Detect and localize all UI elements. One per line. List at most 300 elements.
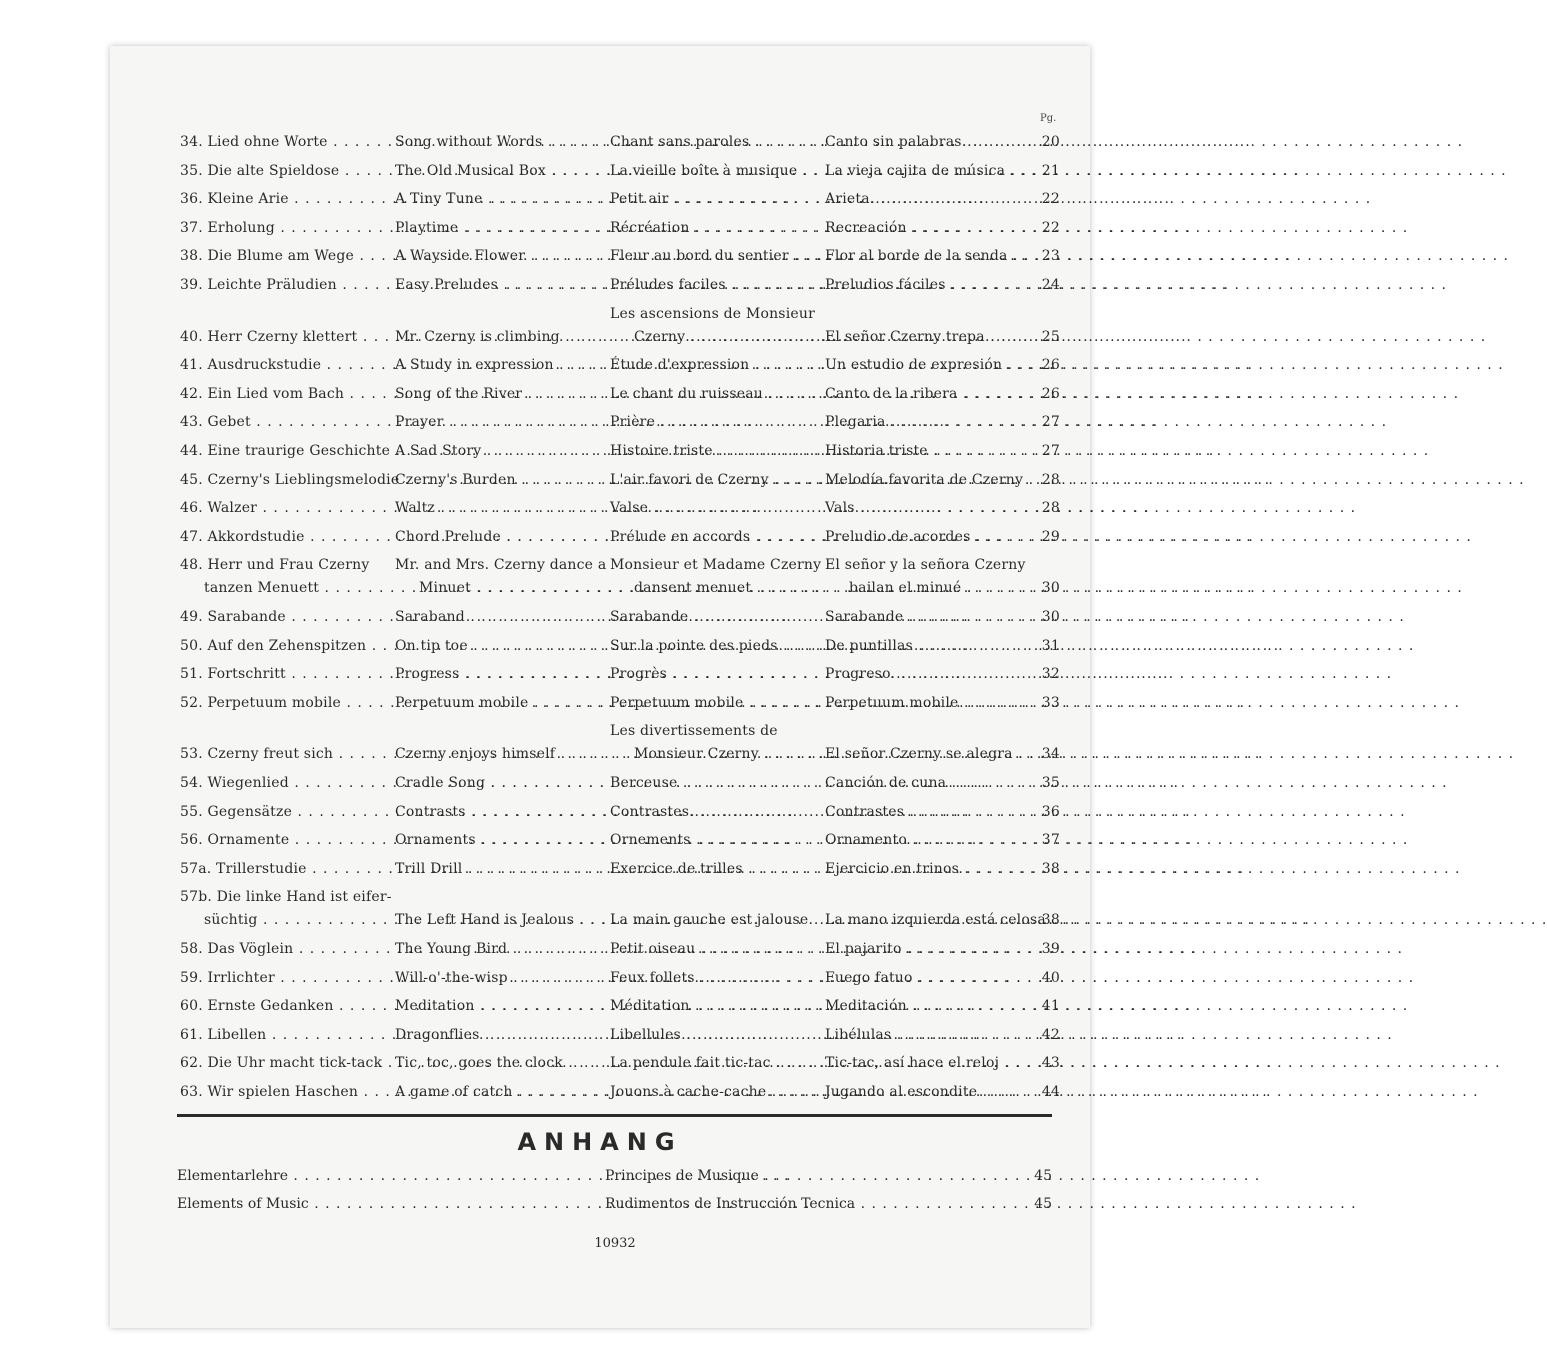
title-line: 57b. Die linke Hand ist eifer-	[180, 889, 392, 906]
title-line: A Sad Story . . .	[395, 440, 591, 463]
title-line: 57a. Trillerstudie . . .	[180, 858, 376, 881]
title-line: Saraband . . .	[395, 606, 591, 629]
title-line: 61. Libellen . . .	[180, 1024, 376, 1047]
page-number-value: 44	[1041, 1084, 1060, 1100]
title-line: 56. Ornamente . . .	[180, 829, 376, 852]
english-title	[395, 995, 591, 1018]
page-number	[1030, 383, 1060, 406]
page-number	[1030, 217, 1060, 240]
title-line: 38. Die Blume am Wege . . .	[180, 245, 376, 268]
page-number-value: 27	[1041, 414, 1060, 431]
title-line: 47. Akkordstudie . . .	[180, 526, 376, 549]
english-title	[395, 829, 591, 852]
title-line: 59. Irrlichter . . .	[180, 967, 376, 990]
title-line: 46. Walzer . . .	[180, 497, 376, 520]
english-title	[395, 188, 591, 211]
page-number-value: 33	[1041, 694, 1060, 711]
page-number	[1030, 469, 1060, 492]
title-line: Song of the River . . .	[395, 383, 591, 406]
spanish-title	[825, 720, 1023, 766]
page-number	[1030, 354, 1060, 377]
title-line: Chord Prelude . . .	[395, 526, 591, 549]
title-line: Progreso . . .	[825, 663, 1023, 686]
title-line: 53. Czerny freut sich . . .	[180, 743, 376, 766]
page-number	[1030, 188, 1060, 211]
page-number-value: 36	[1041, 803, 1060, 820]
french-title	[610, 188, 806, 211]
title-line: Canto sin palabras . . .	[825, 131, 1023, 154]
english-title	[395, 274, 591, 297]
page-number	[1030, 606, 1060, 629]
title-line: 52. Perpetuum mobile . . .	[180, 692, 376, 715]
title-line: Préludes faciles . . .	[610, 274, 806, 297]
appendix-row	[0, 1165, 1200, 1188]
title-line: Historia triste . . .	[825, 440, 1023, 463]
french-title	[610, 967, 806, 990]
page-number	[1030, 411, 1060, 434]
english-title	[395, 469, 591, 492]
spanish-title	[825, 1024, 1023, 1047]
french-title	[610, 1081, 806, 1104]
title-line: 36. Kleine Arie . . .	[180, 188, 376, 211]
german-title	[180, 606, 376, 629]
title-line: La mano izquierda está celosa . . .	[825, 909, 1023, 932]
page-number-value: 22	[1041, 219, 1060, 236]
title-line: 54. Wiegenlied . . .	[180, 772, 376, 795]
title-line: The Old Musical Box . . .	[395, 160, 591, 183]
blank-line	[825, 886, 1023, 909]
title-line: A Tiny Tune . . .	[395, 188, 591, 211]
german-title	[180, 131, 376, 154]
spanish-title	[825, 772, 1023, 795]
german-title	[180, 354, 376, 377]
french-title	[610, 1052, 806, 1075]
spanish-title	[825, 160, 1023, 183]
title-line: La pendule fait tic-tac . . .	[610, 1052, 806, 1075]
english-title	[395, 663, 591, 686]
english-title	[395, 383, 591, 406]
title-line: Czerny . . .	[610, 326, 806, 349]
title-line: Ornamento . . .	[825, 829, 1023, 852]
title-line: Contrasts . . .	[395, 801, 591, 824]
title-line: La vieille boîte à musique . . .	[610, 160, 806, 183]
title-line: Plegaria . . .	[825, 411, 1023, 434]
title-line: Ejercicio en trinos . . .	[825, 858, 1023, 881]
title-line: A Study in expression . . .	[395, 354, 591, 377]
title-line: Trill Drill . . .	[395, 858, 591, 881]
page-number	[1030, 995, 1060, 1018]
german-title	[180, 858, 376, 881]
title-line: El señor y la señora Czerny	[825, 557, 1026, 574]
page-number-value: 35	[1041, 775, 1060, 791]
french-title	[610, 858, 806, 881]
page-number-value: 27	[1041, 443, 1060, 459]
title-line: Prayer . . .	[395, 411, 591, 434]
french-title	[610, 635, 806, 658]
english-title	[395, 354, 591, 377]
title-line: Mr. and Mrs. Czerny dance a	[395, 557, 607, 574]
page-number-value: 32	[1041, 666, 1060, 683]
english-title	[395, 160, 591, 183]
title-line: Sur la pointe des pieds . . .	[610, 635, 806, 658]
title-line: Will-o'-the-wisp . . .	[395, 967, 591, 990]
title-line: Petit air . . .	[610, 188, 806, 211]
title-line: Prière . . .	[610, 411, 806, 434]
page-number	[1030, 1081, 1060, 1104]
spanish-title	[825, 554, 1026, 600]
german-title	[180, 829, 376, 852]
page-number	[1030, 663, 1060, 686]
blank-line	[825, 303, 1023, 326]
german-title	[180, 886, 392, 932]
title-line: 49. Sarabande . . .	[180, 606, 376, 629]
title-line: 37. Erholung . . .	[180, 217, 376, 240]
spanish-title	[825, 497, 1023, 520]
title-line: 40. Herr Czerny klettert . . .	[180, 326, 376, 349]
title-line: 39. Leichte Präludien . . .	[180, 274, 376, 297]
title-line: Exercice de trilles . . .	[610, 858, 806, 881]
page-number-value: 42	[1041, 1026, 1060, 1043]
title-line: El señor Czerny se alegra . . .	[825, 743, 1023, 766]
german-title	[180, 720, 376, 766]
page-number-value: 24	[1041, 277, 1060, 293]
german-title	[180, 383, 376, 406]
page-number-value: 30	[1041, 580, 1060, 597]
page-number-value: 20	[1041, 134, 1060, 150]
title-line: 50. Auf den Zehenspitzen . . .	[180, 635, 376, 658]
spanish-title	[825, 1052, 1023, 1075]
french-title	[610, 801, 806, 824]
title-line: Song without Words . . .	[395, 131, 591, 154]
title-line: 58. Das Vöglein . . .	[180, 938, 376, 961]
title-line: 43. Gebet . . .	[180, 411, 376, 434]
spanish-title	[825, 354, 1023, 377]
page-number-value: 23	[1041, 248, 1060, 265]
title-line: Recreación . . .	[825, 217, 1023, 240]
blank-line	[395, 303, 591, 326]
spanish-title	[825, 383, 1023, 406]
page-number-value: 38	[1041, 912, 1060, 929]
german-title	[180, 554, 376, 600]
plate-number: 10932	[594, 1236, 636, 1251]
appendix-heading: ANHANG	[517, 1128, 683, 1156]
blank-line	[180, 720, 376, 743]
french-title	[610, 303, 815, 349]
page-number-value: 30	[1041, 609, 1060, 625]
title-line: Récréation . . .	[610, 217, 806, 240]
title-line: Cradle Song . . .	[395, 772, 591, 795]
english-title	[395, 606, 591, 629]
title-line: Melodía favorita de Czerny . . .	[825, 469, 1023, 492]
section-divider	[177, 1114, 1052, 1117]
french-title	[610, 354, 806, 377]
title-line: 35. Die alte Spieldose . . .	[180, 160, 376, 183]
french-title	[610, 274, 806, 297]
blank-line	[610, 886, 806, 909]
spanish-title	[825, 995, 1023, 1018]
page-number	[1030, 938, 1060, 961]
page-number	[1030, 858, 1060, 881]
page-number-value: 38	[1041, 860, 1060, 877]
title-line: tanzen Menuett . . .	[180, 577, 376, 600]
title-line: Chant sans paroles . . .	[610, 131, 806, 154]
french-title	[610, 772, 806, 795]
title-line: Feux follets . . .	[610, 967, 806, 990]
page-number	[1030, 303, 1060, 349]
page-number	[1030, 967, 1060, 990]
french-title	[610, 692, 806, 715]
french-title	[610, 383, 806, 406]
title-line: On tip toe . . .	[395, 635, 591, 658]
english-title	[395, 801, 591, 824]
french-title	[610, 245, 806, 268]
english-title	[395, 497, 591, 520]
german-title	[180, 303, 376, 349]
title-line: Les divertissements de	[610, 723, 778, 740]
title-line: Playtime . . .	[395, 217, 591, 240]
title-line: Ornaments . . .	[395, 829, 591, 852]
title-line: The Young Bird . . .	[395, 938, 591, 961]
french-title	[610, 886, 809, 932]
blank-line	[395, 886, 591, 909]
spanish-title	[825, 858, 1023, 881]
english-title	[395, 411, 591, 434]
title-line: Histoire triste . . .	[610, 440, 806, 463]
title-line: 42. Ein Lied vom Bach . . .	[180, 383, 376, 406]
title-line: Meditation . . .	[395, 995, 591, 1018]
german-title	[180, 497, 376, 520]
french-title	[610, 995, 806, 1018]
german-title	[180, 967, 376, 990]
page-column-mark: Pg.	[1040, 113, 1057, 124]
title-line: Jugando al escondite . . .	[825, 1081, 1023, 1104]
page-number	[1030, 1052, 1060, 1075]
english-title	[395, 1024, 591, 1047]
french-title	[610, 160, 806, 183]
appendix-left-title: Elements of Music . . .	[177, 1193, 585, 1216]
title-line: Monsieur Czerny . . .	[610, 743, 806, 766]
page-number-value: 22	[1041, 191, 1060, 208]
title-line: La vieja cajita de música . . .	[825, 160, 1023, 183]
page-number	[1030, 801, 1060, 824]
page-number-value: 39	[1041, 941, 1060, 957]
title-line: A Wayside Flower . . .	[395, 245, 591, 268]
title-line: Flor al borde de la senda . . .	[825, 245, 1023, 268]
page-number	[1030, 692, 1060, 715]
page-number	[1030, 886, 1060, 932]
title-line: Waltz . . .	[395, 497, 591, 520]
page-number-value: 43	[1041, 1055, 1060, 1072]
spanish-title	[825, 829, 1023, 852]
title-line: La main gauche est jalouse . . .	[610, 909, 806, 932]
spanish-title	[825, 469, 1023, 492]
english-title	[395, 526, 591, 549]
german-title	[180, 440, 391, 463]
french-title	[610, 411, 806, 434]
title-line: Petit oiseau . . .	[610, 938, 806, 961]
title-line: Arieta . . .	[825, 188, 1023, 211]
title-line: Un estudio de expresión . . .	[825, 354, 1023, 377]
german-title	[180, 801, 376, 824]
page-number-value: 41	[1041, 998, 1060, 1015]
german-title	[180, 772, 376, 795]
title-line: Prélude en accords . . .	[610, 526, 806, 549]
german-title	[180, 274, 376, 297]
spanish-title	[825, 411, 1023, 434]
title-line: Preludios fáciles . . .	[825, 274, 1023, 297]
german-title	[180, 1024, 376, 1047]
title-line: 34. Lied ohne Worte . . .	[180, 131, 376, 154]
english-title	[395, 858, 591, 881]
german-title	[180, 692, 376, 715]
title-line: Étude d'expression . . .	[610, 354, 806, 377]
english-title	[395, 1081, 591, 1104]
title-line: 44. Eine traurige Geschichte . . .	[180, 440, 376, 463]
title-line: 45. Czerny's Lieblingsmelodie . . .	[180, 469, 376, 492]
title-line: Contrastes . . .	[825, 801, 1023, 824]
page-number-value: 28	[1041, 471, 1060, 488]
spanish-title	[825, 303, 1023, 349]
page-number	[1030, 635, 1060, 658]
german-title	[180, 1081, 376, 1104]
title-line: Progrès . . .	[610, 663, 806, 686]
french-title	[610, 554, 822, 600]
appendix-right-title: Rudimentos de Instrucción Tecnica . . .	[605, 1193, 1015, 1216]
spanish-title	[825, 188, 1023, 211]
page-number	[1030, 497, 1060, 520]
appendix-page-number: 45	[1034, 1168, 1052, 1184]
german-title	[180, 526, 376, 549]
english-title	[395, 720, 591, 766]
appendix-right-title: Principes de Musique . . .	[605, 1165, 1015, 1188]
title-line: Fleur au bord du sentier . . .	[610, 245, 806, 268]
title-line: Fuego fatuo . . .	[825, 967, 1023, 990]
english-title	[395, 938, 591, 961]
english-title	[395, 772, 591, 795]
appendix-page-number: 45	[1034, 1196, 1052, 1212]
french-title	[610, 131, 806, 154]
page-number-value: 31	[1041, 637, 1060, 654]
english-title	[395, 886, 591, 932]
title-line: Perpetuum mobile . . .	[610, 692, 806, 715]
title-line: süchtig . . .	[180, 909, 376, 932]
spanish-title	[825, 217, 1023, 240]
title-line: Valse . . .	[610, 497, 806, 520]
german-title	[180, 160, 376, 183]
page-number-value: 37	[1041, 832, 1060, 849]
page-number	[1030, 131, 1060, 154]
page-number	[1030, 772, 1060, 795]
appendix-left-title: Elementarlehre . . .	[177, 1165, 585, 1188]
title-line: Tic, toc, goes the clock . . .	[395, 1052, 591, 1075]
spanish-title	[825, 663, 1023, 686]
german-title	[180, 995, 376, 1018]
title-line: Jouons à cache-cache . . .	[610, 1081, 806, 1104]
page-number	[1030, 245, 1060, 268]
german-title	[180, 469, 400, 492]
spanish-title	[825, 131, 1023, 154]
title-line: El pajarito . . .	[825, 938, 1023, 961]
page-number	[1030, 160, 1060, 183]
page-number	[1030, 1024, 1060, 1047]
page-number-value: 29	[1041, 528, 1060, 545]
title-line: Perpetuum mobile . . .	[825, 692, 1023, 715]
title-line: Tic-tac, así hace el reloj . . .	[825, 1052, 1023, 1075]
title-line: 41. Ausdruckstudie . . .	[180, 354, 376, 377]
french-title	[610, 440, 806, 463]
title-line: 55. Gegensätze . . .	[180, 801, 376, 824]
french-title	[610, 606, 806, 629]
title-line: Libellules . . .	[610, 1024, 806, 1047]
title-line: Meditación . . .	[825, 995, 1023, 1018]
title-line: dansent menuet . . .	[610, 577, 806, 600]
french-title	[610, 663, 806, 686]
english-title	[395, 245, 591, 268]
english-title	[395, 303, 591, 349]
french-title	[610, 526, 806, 549]
title-line: Mr. Czerny is climbing . . .	[395, 326, 591, 349]
french-title	[610, 497, 806, 520]
title-line: Le chant du ruisseau . . .	[610, 383, 806, 406]
page-number	[1030, 274, 1060, 297]
spanish-title	[825, 526, 1023, 549]
title-line: Sarabande . . .	[825, 606, 1023, 629]
title-line: Méditation . . .	[610, 995, 806, 1018]
title-line: Libélulas . . .	[825, 1024, 1023, 1047]
page-number-value: 28	[1041, 500, 1060, 517]
page-number	[1030, 829, 1060, 852]
title-line: Preludio de acordes . . .	[825, 526, 1023, 549]
title-line: El señor Czerny trepa . . .	[825, 326, 1023, 349]
page-number	[1030, 526, 1060, 549]
english-title	[395, 692, 591, 715]
title-line: Canto de la ribera . . .	[825, 383, 1023, 406]
title-line: Dragonflies . . .	[395, 1024, 591, 1047]
page-number-value: 26	[1041, 385, 1060, 402]
title-line: Contrastes . . .	[610, 801, 806, 824]
title-line: L'air favori de Czerny . . .	[610, 469, 806, 492]
title-line: Czerny's Burden . . .	[395, 469, 591, 492]
title-line: Les ascensions de Monsieur	[610, 305, 815, 322]
english-title	[395, 217, 591, 240]
blank-line	[180, 303, 376, 326]
page-number	[1030, 720, 1060, 766]
spanish-title	[825, 245, 1023, 268]
page-number	[1030, 440, 1060, 463]
english-title	[395, 967, 591, 990]
english-title	[395, 131, 591, 154]
spanish-title	[825, 1081, 1023, 1104]
blank-line	[825, 720, 1023, 743]
spanish-title	[825, 635, 1023, 658]
spanish-title	[825, 886, 1046, 932]
title-line: De puntillas . . .	[825, 635, 1023, 658]
french-title	[610, 938, 806, 961]
spanish-title	[825, 606, 1023, 629]
french-title	[610, 1024, 806, 1047]
english-title	[395, 1052, 591, 1075]
spanish-title	[825, 967, 1023, 990]
english-title	[395, 440, 591, 463]
title-line: Ornements . . .	[610, 829, 806, 852]
german-title	[180, 1052, 383, 1075]
german-title	[180, 663, 376, 686]
title-line: The Left Hand is Jealous . . .	[395, 909, 591, 932]
spanish-title	[825, 274, 1023, 297]
page-number-value: 40	[1041, 969, 1060, 986]
title-line: Monsieur et Madame Czerny	[610, 557, 822, 574]
german-title	[180, 188, 376, 211]
